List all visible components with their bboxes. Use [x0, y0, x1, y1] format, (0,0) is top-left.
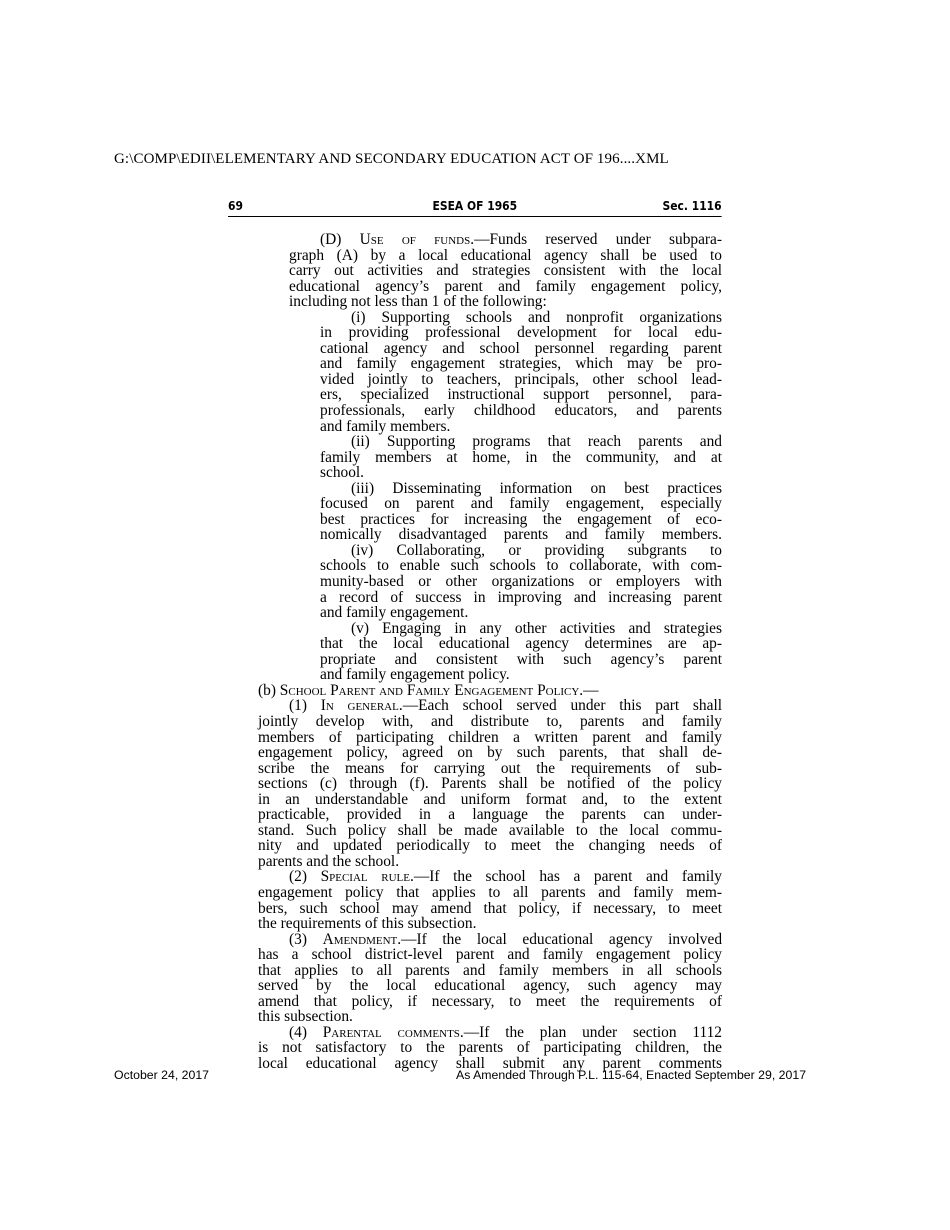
text-line	[258, 419, 722, 435]
text-line	[258, 232, 722, 248]
text-line	[258, 652, 722, 668]
text-segment: members of participating children a written parent and family	[258, 728, 722, 746]
text-line	[258, 356, 722, 372]
text-segment: (3)	[289, 930, 323, 948]
text-segment: practicable, provided in a language the parents can under-	[258, 806, 722, 824]
text-segment: ers, specialized instructional support personnel, para-	[320, 386, 722, 404]
text-line	[258, 325, 722, 341]
text-segment: (4)	[289, 1023, 323, 1041]
text-segment: educational agency’s parent and family engagement policy,	[289, 277, 722, 295]
text-segment: focused on parent and family engagement, especially	[320, 495, 722, 513]
text-line	[258, 963, 722, 979]
text-segment: (ii) Supporting programs that reach parents and	[351, 433, 722, 451]
text-segment: in providing professional development for local edu-	[320, 324, 722, 342]
text-line	[258, 978, 722, 994]
text-line	[258, 527, 722, 543]
text-segment: .—Funds reserved under subpara-	[470, 231, 722, 248]
text-line	[258, 543, 722, 559]
text-line	[258, 512, 722, 528]
text-segment: amend that policy, if necessary, to meet the requirements of	[258, 992, 722, 1010]
text-line	[258, 1025, 722, 1041]
text-segment: nomically disadvantaged parents and family members.	[320, 526, 722, 544]
text-segment: carry out activities and strategies consistent with the local	[289, 262, 722, 280]
text-line	[258, 590, 722, 606]
heading-small-caps: School Parent and Family Engagement Policy	[279, 681, 580, 699]
text-line	[258, 263, 722, 279]
document-title: ESEA OF 1965	[432, 198, 518, 213]
text-line	[258, 792, 722, 808]
text-line	[258, 636, 722, 652]
text-segment: .—	[579, 681, 599, 699]
text-segment: that the local educational agency determines are ap-	[320, 635, 722, 653]
text-segment: (b)	[258, 681, 280, 699]
text-line	[258, 869, 722, 885]
text-segment: is not satisfactory to the parents of participating children, the	[258, 1039, 722, 1057]
text-segment: (v) Engaging in any other activities and strategies	[351, 619, 722, 637]
text-segment: .—If the plan under section 1112	[459, 1023, 722, 1041]
text-line	[258, 294, 722, 310]
text-line	[258, 387, 722, 403]
text-line	[258, 714, 722, 730]
text-line	[258, 465, 722, 481]
text-line	[258, 450, 722, 466]
text-line	[258, 916, 722, 932]
text-segment: that applies to all parents and family members in all schools	[258, 961, 722, 979]
footer-amendment-note: As Amended Through P.L. 115-64, Enacted September 29, 2017	[456, 1068, 807, 1082]
text-line	[258, 745, 722, 761]
text-segment: professionals, early childhood educators, and parents	[320, 402, 722, 420]
text-segment: a record of success in improving and increasing parent	[320, 588, 722, 606]
heading-small-caps: Use of funds	[359, 231, 471, 248]
text-segment: school.	[320, 464, 365, 482]
text-line	[258, 932, 722, 948]
text-line	[258, 1040, 722, 1056]
text-line	[258, 558, 722, 574]
text-segment: cational agency and school personnel regarding parent	[320, 339, 722, 357]
text-line	[258, 854, 722, 870]
text-segment: .—Each school served under this part shall	[398, 697, 722, 715]
text-segment: (2)	[289, 868, 321, 886]
text-segment: munity-based or other organizations or employers with	[320, 573, 722, 591]
heading-small-caps: In general	[320, 697, 399, 715]
text-segment: and family engagement policy.	[320, 666, 510, 684]
text-line	[258, 667, 722, 683]
text-segment: has a school district-level parent and family engagement policy	[258, 946, 722, 964]
text-segment: this subsection.	[258, 1008, 353, 1026]
text-line	[258, 994, 722, 1010]
text-line	[258, 776, 722, 792]
text-segment: served by the local educational agency, such agency may	[258, 977, 722, 995]
text-line	[258, 761, 722, 777]
text-segment: (i) Supporting schools and nonprofit organizations	[351, 308, 722, 326]
text-line	[258, 279, 722, 295]
text-line	[258, 248, 722, 264]
text-line	[258, 730, 722, 746]
text-segment: local educational agency shall submit any parent comments	[258, 1054, 722, 1072]
statute-body-text	[258, 232, 722, 1072]
text-line	[258, 1009, 722, 1025]
text-segment: in an understandable and uniform format and, to the extent	[258, 790, 722, 808]
text-line	[258, 947, 722, 963]
text-segment: parents and the school.	[258, 852, 400, 870]
text-segment: bers, such school may amend that policy, if necessary, to meet	[258, 899, 722, 917]
text-line	[258, 403, 722, 419]
text-line	[258, 372, 722, 388]
file-path-header: G:\COMP\EDII\ELEMENTARY AND SECONDARY EDUCATION ACT OF 196....XML	[114, 151, 669, 167]
text-segment: jointly develop with, and distribute to, parents and family	[258, 712, 722, 730]
text-segment: the requirements of this subsection.	[258, 915, 477, 933]
text-segment: (iii) Disseminating information on best practices	[351, 479, 722, 497]
text-segment: vided jointly to teachers, principals, other school lead-	[320, 370, 722, 388]
text-line	[258, 310, 722, 326]
heading-small-caps: Special rule	[320, 868, 410, 886]
text-line	[258, 807, 722, 823]
text-segment: best practices for increasing the engagement of eco-	[320, 510, 722, 528]
heading-small-caps: Parental comments	[322, 1023, 460, 1041]
text-segment: sections (c) through (f). Parents shall be notified of the policy	[258, 775, 722, 793]
text-segment: .—If the school has a parent and family	[409, 868, 722, 886]
text-segment: engagement policy that applies to all parents and family mem-	[258, 883, 722, 901]
text-segment: including not less than 1 of the following:	[289, 293, 547, 311]
text-segment: scribe the means for carrying out the requirements of sub-	[258, 759, 722, 777]
heading-small-caps: Amendment	[322, 930, 398, 948]
text-segment: schools to enable such schools to collaborate, with com-	[320, 557, 722, 575]
text-segment: propriate and consistent with such agency’s parent	[320, 650, 722, 668]
text-segment: engagement policy, agreed on by such parents, that shall de-	[258, 744, 722, 762]
text-segment: nity and updated periodically to meet the changing needs of	[258, 837, 722, 855]
text-segment: and family engagement.	[320, 604, 469, 622]
text-line	[258, 838, 722, 854]
text-segment: stand. Such policy shall be made available to the local commu-	[258, 821, 722, 839]
text-line	[258, 341, 722, 357]
running-head	[228, 198, 722, 217]
text-line	[258, 683, 722, 699]
text-segment: (1)	[289, 697, 321, 715]
text-line	[258, 496, 722, 512]
text-line	[258, 434, 722, 450]
text-segment: .—If the local educational agency involved	[397, 930, 723, 948]
text-line	[258, 574, 722, 590]
text-segment: and family engagement strategies, which may be pro-	[320, 355, 722, 373]
text-line	[258, 698, 722, 714]
text-segment: and family members.	[320, 417, 451, 435]
section-number: Sec. 1116	[662, 198, 722, 213]
text-line	[258, 885, 722, 901]
text-line	[258, 823, 722, 839]
text-segment: family members at home, in the community, and at	[320, 448, 722, 466]
text-segment: (D)	[320, 231, 360, 248]
text-line	[258, 901, 722, 917]
footer-date: October 24, 2017	[114, 1068, 210, 1082]
text-line	[258, 481, 722, 497]
page-number: 69	[228, 198, 243, 213]
text-line	[258, 621, 722, 637]
text-segment: graph (A) by a local educational agency shall be used to	[289, 246, 722, 264]
text-line	[258, 605, 722, 621]
text-segment: (iv) Collaborating, or providing subgrants to	[351, 541, 722, 559]
